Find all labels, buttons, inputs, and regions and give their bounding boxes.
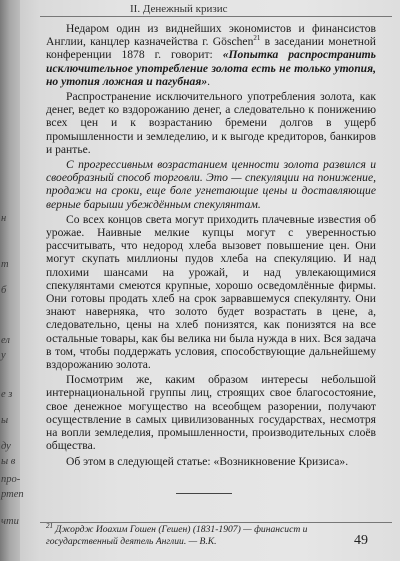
margin-fragment: про-	[1, 474, 21, 485]
margin-fragment: у	[1, 350, 6, 361]
margin-fragment: чти	[1, 516, 19, 527]
paragraph-6: Об этом в следующей статье: «Возникновение Кризиса».	[66, 454, 349, 468]
section-divider	[176, 493, 232, 494]
margin-fragment: т	[1, 259, 9, 270]
paragraph-1	[46, 22, 376, 88]
margin-fragment: ел	[1, 335, 10, 346]
margin-fragment: ы в	[1, 456, 16, 467]
paragraph-3: С прогрессивным возрастанием ценности золота развился и своеобразный способ торговли. Это — спекуляции на понижение, продажи на сроки, еще боле угнетающие цены и доставляющие верные барыши убеждённым спекулянтам.	[46, 158, 376, 211]
header-rule	[40, 16, 392, 17]
footnote-marker: 21	[46, 521, 53, 530]
paragraph-4: Со всех концов света могут приходить плачевные известия об урожае. Наивные мелкие купцы могут с уверенностью рассчитывать, что недород хлеба вызовет повышение цен. Они могут скупать миллионы пудов хлеба на спекуляцию. И над плохими шансами на урожай, и над увлекающимися спекулянтами смеются крупные, хорошо осведомлённые фирмы. Они готовы продать хлеб на срок зарвавшемуся спекулянту. Они знают наверняка, что золото будет возрастать в цене, а, следовательно, цены на хлеб понизятся, как понизятся на все остальные товары, как бы велика ни была нужда в них. Вся задача в том, чтобы поддержать условия, способствующие дальнейшему вздорожанию золота.	[46, 212, 376, 372]
main-text	[46, 22, 376, 468]
running-header: II. Денежный кризис	[130, 3, 228, 15]
paragraph-1-mid: в заседании монетной конференции 1878 г. говорит:	[46, 35, 377, 62]
paragraph-5: Посмотрим же, каким образом интересы небольшой интернациональной группы лиц, строящих свое благосостояние, свое денежное могущество на всеобщем разорении, получают осуществление в самых цивилизованных государствах, несмотря на вопли земледелия, промышленности, производительных слоёв общества.	[46, 373, 376, 453]
footnote-ref: 21	[253, 34, 261, 43]
footnote-text: Джордж Иоахим Гошен (Гешен) (1831-1907) — финансист и государственный деятель Англии. — В.К.	[46, 524, 308, 547]
paragraph-2: Распространение исключительного употребления золота, как денег, ведет ко вздорожанию денег, а следовательно к понижению всех цен и к возрастанию бремени долгов в ущерб промышленности и земледелию, и к выгоде кредиторов, банкиров и рантье.	[46, 90, 376, 156]
margin-fragment: н	[1, 213, 7, 224]
margin-fragment: е з	[1, 389, 13, 400]
margin-fragment: ртеп	[1, 489, 24, 500]
footnote	[46, 521, 346, 547]
paragraph-1-end: .	[207, 74, 211, 88]
goschen-quote: «Попытка распространить исключительное употребление золота есть не только утопия, но утопия ложная и пагубная»	[46, 48, 376, 88]
margin-fragment: ду	[1, 441, 11, 452]
margin-fragment: б	[1, 285, 7, 296]
margin-fragment: ы	[1, 415, 9, 426]
paragraph-1-start: Недаром один из виднейших экономистов и финансистов Англии, канцлер казначейства г. Göschen	[46, 22, 376, 49]
facing-page-edge	[0, 0, 24, 561]
page-number: 49	[354, 533, 368, 548]
footnote-rule	[40, 522, 392, 523]
